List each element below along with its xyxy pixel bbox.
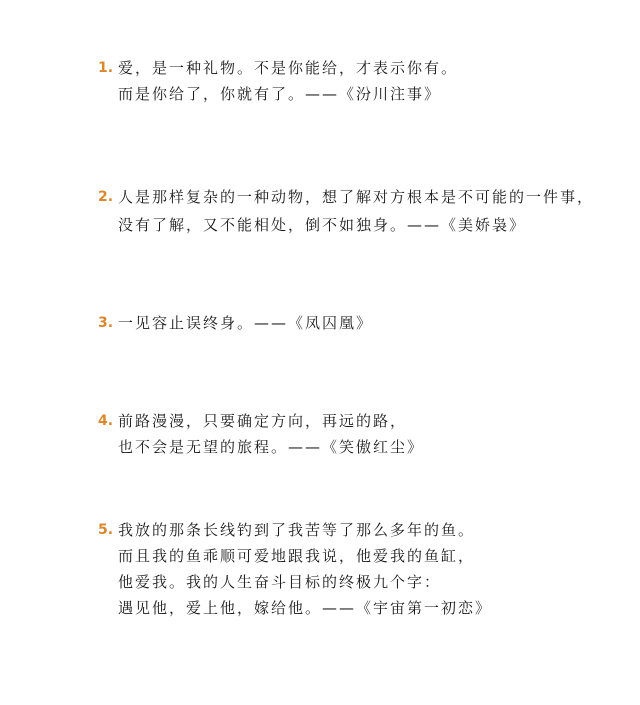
quote-text: 遇见他，爱上他，嫁给他。——《宇宙第一初恋》 xyxy=(118,599,493,617)
quote-text: 一见容止误终身。——《凤囚凰》 xyxy=(118,314,374,332)
quote-item-5 xyxy=(0,517,640,621)
quote-item-4 xyxy=(0,408,640,460)
quote-text: 我放的那条长线钓到了我苦等了那么多年的鱼。 xyxy=(118,521,476,539)
quote-text: 人是那样复杂的一种动物，想了解对方根本是不可能的一件事， xyxy=(118,188,595,206)
quote-item-1 xyxy=(0,55,640,107)
quote-number: 2. xyxy=(98,189,114,205)
quote-number: 5. xyxy=(98,522,114,538)
quote-text: 前路漫漫，只要确定方向，再远的路， xyxy=(118,412,408,430)
quote-line xyxy=(0,408,640,434)
quote-line xyxy=(0,569,640,595)
quote-line xyxy=(0,183,640,211)
quote-line xyxy=(0,310,640,336)
quote-item-2 xyxy=(0,183,640,239)
quote-text: 爱，是一种礼物。不是你能给，才表示你有。 xyxy=(118,59,459,77)
quote-line xyxy=(0,81,640,107)
quote-line xyxy=(0,211,640,239)
quote-text: 而且我的鱼乖顺可爱地跟我说，他爱我的鱼缸， xyxy=(118,547,476,565)
quote-number: 3. xyxy=(98,315,114,331)
quote-line xyxy=(0,517,640,543)
quote-item-3 xyxy=(0,310,640,336)
quote-number: 4. xyxy=(98,413,114,429)
quote-line xyxy=(0,434,640,460)
quote-text: 而是你给了，你就有了。——《汾川注事》 xyxy=(118,85,442,103)
quote-line xyxy=(0,595,640,621)
quote-text: 也不会是无望的旅程。——《笑傲红尘》 xyxy=(118,438,425,456)
quote-line xyxy=(0,55,640,81)
quote-text: 没有了解，又不能相处，倒不如独身。——《美娇袅》 xyxy=(118,216,527,234)
quote-number: 1. xyxy=(98,60,114,76)
quote-text: 他爱我。我的人生奋斗目标的终极九个字： xyxy=(118,573,442,591)
quote-line xyxy=(0,543,640,569)
